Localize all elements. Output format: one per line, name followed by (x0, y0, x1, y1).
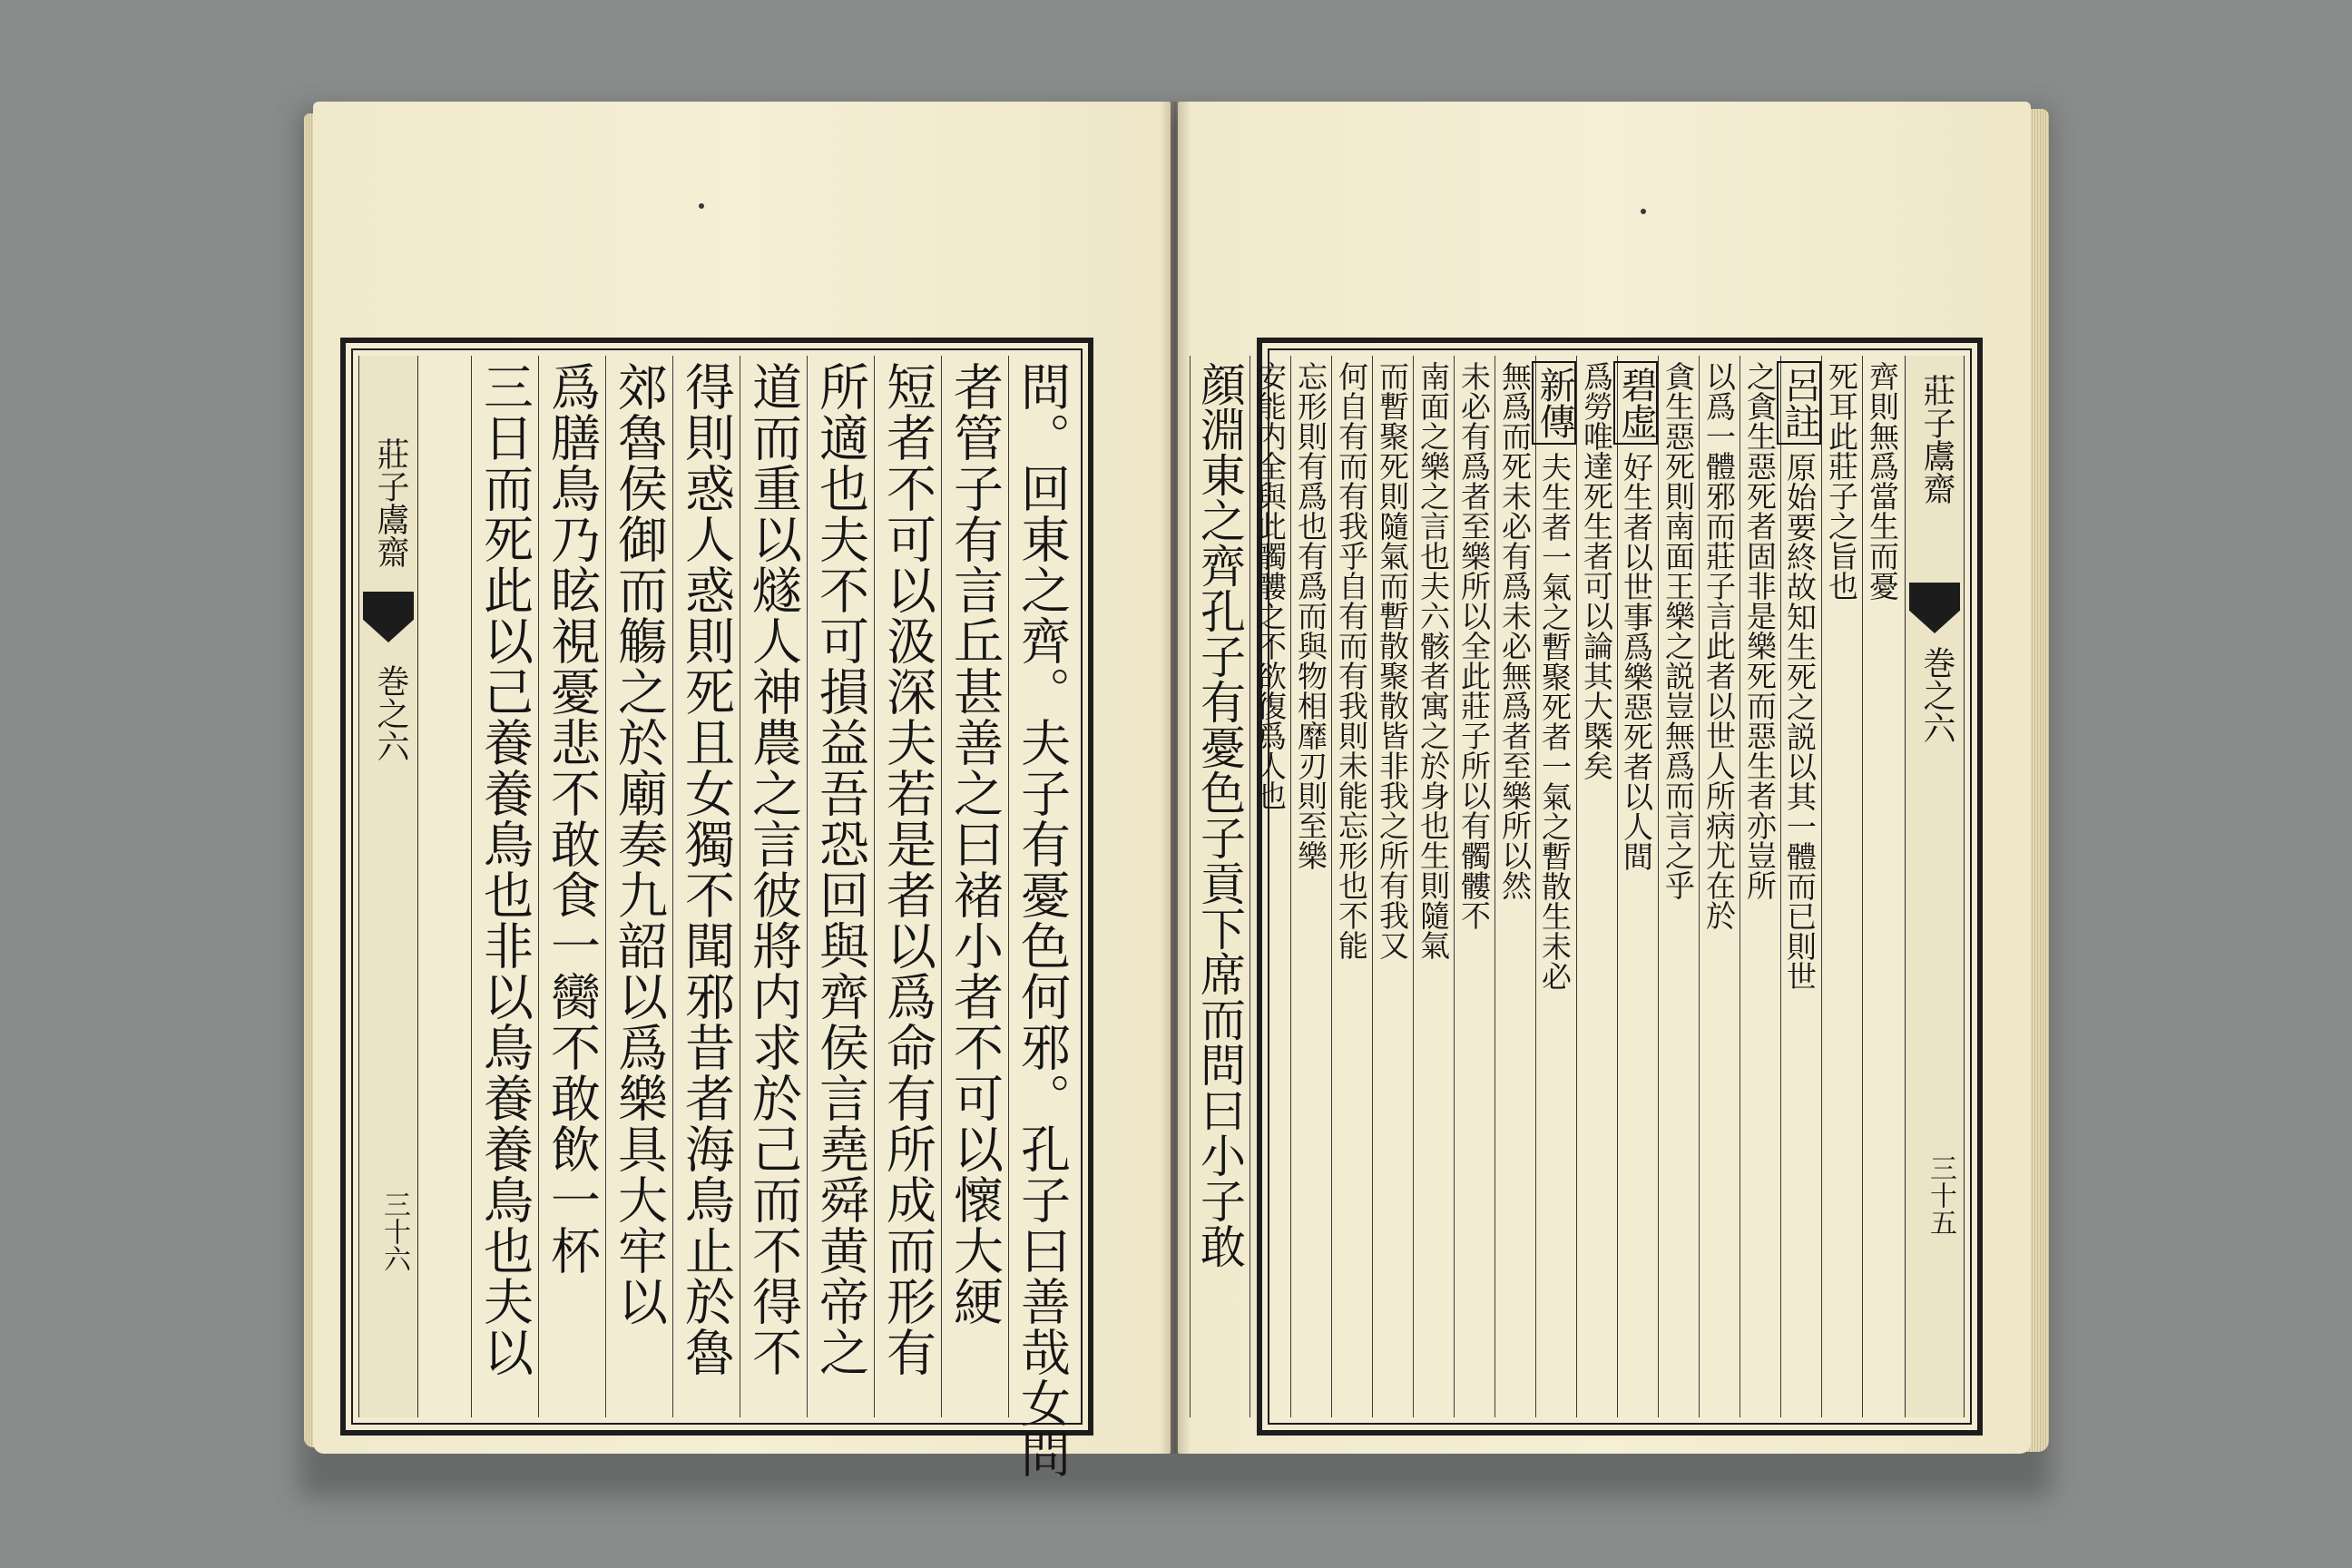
right-fore-edge-column (1905, 356, 1965, 1417)
fish-tail-mark (1909, 583, 1960, 633)
margin-volume: 巻之六 (1918, 646, 1955, 744)
text-column: 得則惑人惑則死且女獨不聞邪昔者海鳥止於魯 (672, 356, 740, 1417)
commentary-text: 好生者以世事爲樂惡死者以人間 (1619, 452, 1654, 871)
margin-title: 莊子鬳齋 (372, 437, 409, 568)
text-column: 所適也夫不可損益吾恐回與齊侯言堯舜黄帝之 (807, 356, 874, 1417)
left-text-columns (418, 356, 1075, 1479)
commentary-heading-bi: 碧虚 (1613, 361, 1658, 445)
intro-column: 死耳此莊子之旨也 (1821, 356, 1862, 1417)
book-gutter (1160, 102, 1191, 1454)
commentary-heading-column (1780, 356, 1821, 1417)
text-column: 問。回東之齊。夫子有憂色何邪。孔子曰善哉女問 (1008, 356, 1075, 1417)
commentary-column: 何自有而有我乎自有而有我則未能忘形也不能 (1331, 356, 1372, 1417)
text-column: 三日而死此以己養養鳥也非以鳥養養鳥也夫以 (471, 356, 538, 1417)
left-fore-edge-column (358, 356, 418, 1417)
right-text-columns (1193, 356, 1903, 1417)
text-column: 道而重以燧人神農之言彼將内求於己而不得不 (740, 356, 807, 1417)
pinhole (699, 203, 704, 209)
commentary-heading-xin: 新傳 (1532, 361, 1576, 445)
margin-volume: 巻之六 (372, 664, 409, 762)
text-column: 爲膳鳥乃眩視憂悲不敢食一臠不敢飲一杯 (538, 356, 605, 1417)
left-print-block (340, 338, 1093, 1479)
margin-folio: 三十六 (378, 1191, 410, 1272)
commentary-column: 以爲一體邪而莊子言此者以世人所病尤在於 (1699, 356, 1740, 1417)
pinhole (1641, 209, 1646, 214)
fish-tail-mark (363, 592, 414, 642)
commentary-column: 之貪生惡死者固非是樂死而惡生者亦豈所 (1740, 356, 1780, 1417)
commentary-heading-column (1535, 356, 1576, 1417)
intro-column: 齊則無爲當生而憂 (1862, 356, 1903, 1417)
commentary-column: 忘形則有爲也有爲而與物相靡刃則至樂 (1290, 356, 1331, 1417)
commentary-column: 爲勞唯達死生者可以論其大槩矣 (1576, 356, 1617, 1417)
commentary-heading-lu: 呂註 (1777, 361, 1821, 445)
text-column: 短者不可以汲深夫若是者以爲命有所成而形有 (874, 356, 941, 1417)
text-column: 者管子有言丘甚善之曰褚小者不可以懷大綆 (941, 356, 1008, 1417)
commentary-column: 安能内全與此髑髏之不欲復爲人也 (1250, 356, 1290, 1417)
commentary-column: 貪生惡死則南面王樂之説豈無爲而言之乎 (1658, 356, 1699, 1417)
commentary-column: 而暫聚死則隨氣而暫散聚散皆非我之所有我又 (1372, 356, 1413, 1417)
commentary-text: 原始要終故知生死之説以其一體而已則世 (1782, 452, 1818, 991)
commentary-text: 夫生者一氣之暫聚死者一氣之暫散生未必 (1537, 452, 1573, 991)
margin-title: 莊子鬳齋 (1918, 374, 1955, 505)
text-column: 郊魯侯御而觴之於廟奏九韶以爲樂具大牢以 (605, 356, 672, 1417)
text-column: 顔淵東之齊孔子有憂色子貢下席而問曰小子敢 (1190, 356, 1250, 1417)
commentary-column: 未必有爲者至樂所以全此莊子所以有髑髏不 (1454, 356, 1494, 1417)
commentary-column: 無爲而死未必有爲未必無爲者至樂所以然 (1494, 356, 1535, 1417)
margin-folio: 三十五 (1925, 1154, 1956, 1236)
right-print-block (1193, 338, 1983, 1436)
commentary-column: 南面之樂之言也夫六骸者寓之於身也生則隨氣 (1413, 356, 1454, 1417)
commentary-heading-column (1617, 356, 1658, 1417)
